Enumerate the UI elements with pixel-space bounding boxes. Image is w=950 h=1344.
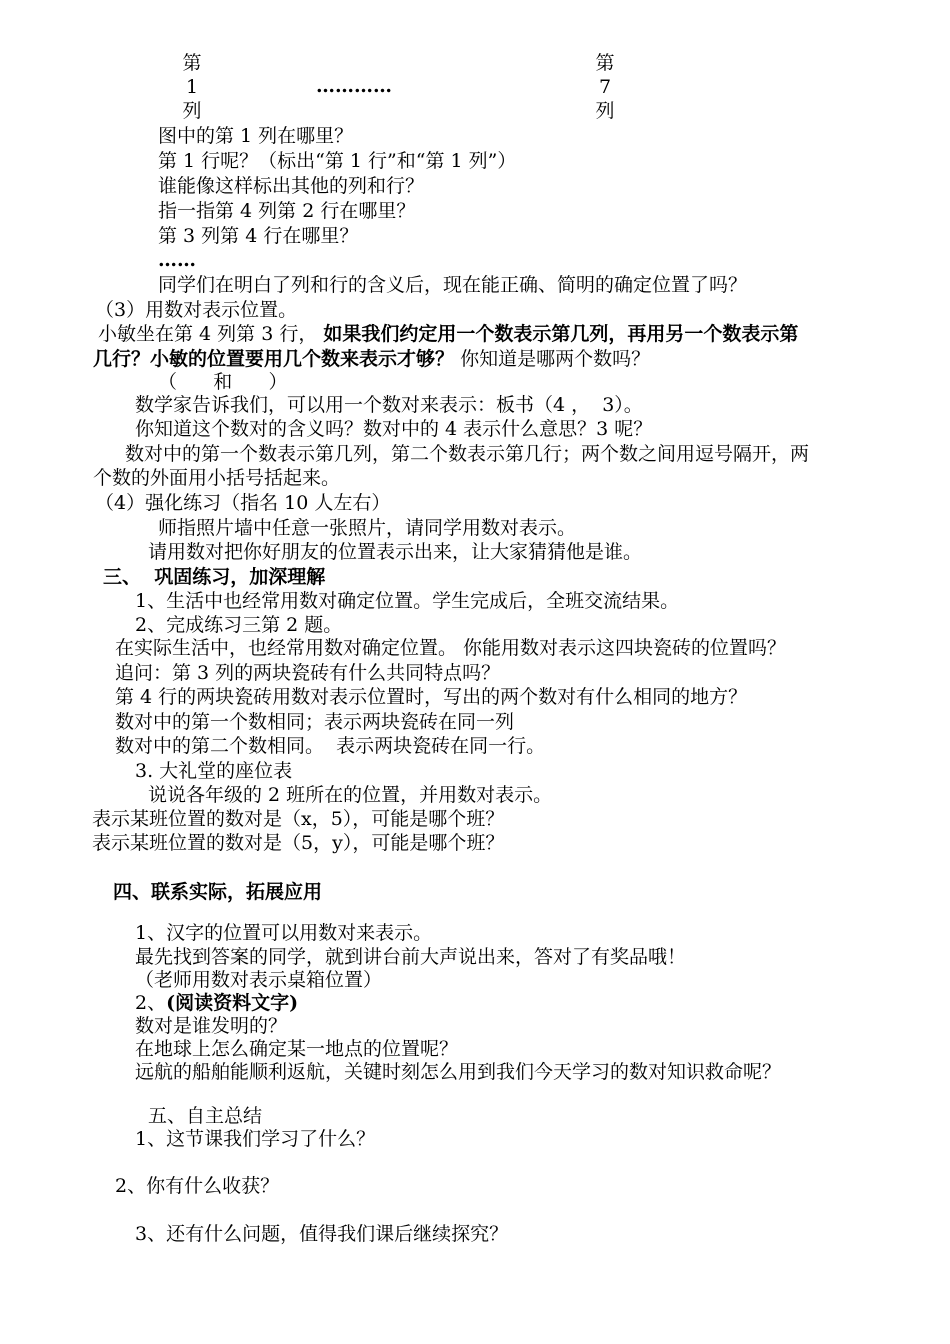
friend-position-line: 请用数对把你好朋友的位置表示出来，让大家猜猜他是谁。 <box>148 541 643 563</box>
summary-question-2: 2、你有什么收获？ <box>115 1175 280 1197</box>
ship-return-question: 远航的船舶能顺利返航，关键时刻怎么用到我们今天学习的数对知识救命呢？ <box>135 1061 782 1083</box>
part-5-heading: 五、自主总结 <box>148 1105 263 1127</box>
row-4-question: 第 4 行的两块瓷砖用数对表示位置时，写出的两个数对有什么相同的地方？ <box>115 686 748 708</box>
column-1-label-number: 1 <box>185 76 199 98</box>
ellipsis-line: …… <box>158 249 196 271</box>
reading-material-line <box>135 991 298 1015</box>
question-mark-others: 谁能像这样标出其他的列和行？ <box>158 175 425 197</box>
reading-material-bold: (阅读资料文字) <box>166 992 299 1014</box>
column-7-label-top: 第 <box>595 52 615 74</box>
hanzi-position-line: 1、汉字的位置可以用数对来表示。 <box>135 922 433 944</box>
same-first-number: 数对中的第一个数相同；表示两块瓷砖在同一列 <box>115 711 515 733</box>
inventor-question: 数对是谁发明的？ <box>135 1015 288 1037</box>
xiaomin-line <box>98 322 798 346</box>
same-second-number: 数对中的第二个数相同。 表示两块瓷砖在同一行。 <box>115 735 546 757</box>
part-3-heading: 三、 巩固练习，加深理解 <box>103 566 326 588</box>
question-point-4-2: 指一指第 4 列第 2 行在哪里？ <box>158 200 416 222</box>
how-many-numbers-line <box>93 347 650 371</box>
question-row-1: 第 1 行呢？（标出“第 1 行”和“第 1 列”） <box>158 150 517 172</box>
tiles-question: 在实际生活中，也经常用数对确定位置。 你能用数对表示这四块瓷砖的位置吗？ <box>115 637 787 659</box>
question-column-1: 图中的第 1 列在哪里？ <box>158 125 354 147</box>
follow-up-question: 追问：第 3 列的两块瓷砖有什么共同特点吗？ <box>115 662 501 684</box>
pair-x-5-question: 表示某班位置的数对是（x，5），可能是哪个班？ <box>92 808 505 830</box>
blank-pair: （ 和 ） <box>158 371 288 393</box>
column-7-label-number: 7 <box>598 76 612 98</box>
which-two-numbers: 你知道是哪两个数吗？ <box>460 348 651 370</box>
auditorium-heading: 3. 大礼堂的座位表 <box>135 760 293 782</box>
summary-question-3: 3、还有什么问题，值得我们课后继续探究？ <box>135 1223 509 1245</box>
exercise-1: 1、生活中也经常用数对确定位置。学生完成后，全班交流结果。 <box>135 590 680 612</box>
class-2-positions: 说说各年级的 2 班所在的位置，并用数对表示。 <box>148 784 553 806</box>
pair-5-y-question: 表示某班位置的数对是（5，y），可能是哪个班？ <box>92 832 505 854</box>
pair-definition-1: 数对中的第一个数表示第几列，第二个数表示第几行；两个数之间用逗号隔开，两 <box>125 443 810 465</box>
question-column-3-row-4: 第 3 列第 4 行在哪里？ <box>158 225 359 247</box>
xiaomin-seat-text: 小敏坐在第 4 列第 3 行， <box>98 323 318 345</box>
column-7-label-bottom: 列 <box>595 100 615 122</box>
column-1-label-bottom: 列 <box>182 100 202 122</box>
column-1-label-top: 第 <box>182 52 202 74</box>
section-4-heading: （4）强化练习（指名 10 人左右） <box>95 492 391 514</box>
mathematician-line: 数学家告诉我们，可以用一个数对来表示：板书（4 ， 3）。 <box>135 394 643 416</box>
reading-material-number: 2、 <box>135 992 167 1014</box>
prize-line: 最先找到答案的同学，就到讲台前大声说出来，答对了有奖品哦！ <box>135 946 687 968</box>
convention-question-bold: 如果我们约定用一个数表示第几列，再用另一个数表示第 <box>323 323 799 345</box>
pair-definition-2: 个数的外面用小括号括起来。 <box>93 467 341 489</box>
photo-wall-line: 师指照片墙中任意一张照片，请同学用数对表示。 <box>158 517 577 539</box>
pair-meaning-question: 你知道这个数对的含义吗？数对中的 4 表示什么意思？3 呢？ <box>135 418 653 440</box>
part-4-heading: 四、联系实际，拓展应用 <box>113 881 323 903</box>
earth-location-question: 在地球上怎么确定某一地点的位置呢？ <box>135 1038 459 1060</box>
desk-position-line: （老师用数对表示桌箱位置） <box>135 969 383 991</box>
section-3-heading: （3）用数对表示位置。 <box>95 299 298 321</box>
transition-question: 同学们在明白了列和行的含义后，现在能正确、简明的确定位置了吗？ <box>158 274 748 296</box>
exercise-2: 2、完成练习三第 2 题。 <box>135 614 343 636</box>
how-many-numbers-bold: 几行？小敏的位置要用几个数来表示才够？ <box>93 348 455 370</box>
summary-question-1: 1、这节课我们学习了什么？ <box>135 1128 376 1150</box>
column-ellipsis: ………… <box>316 75 392 97</box>
